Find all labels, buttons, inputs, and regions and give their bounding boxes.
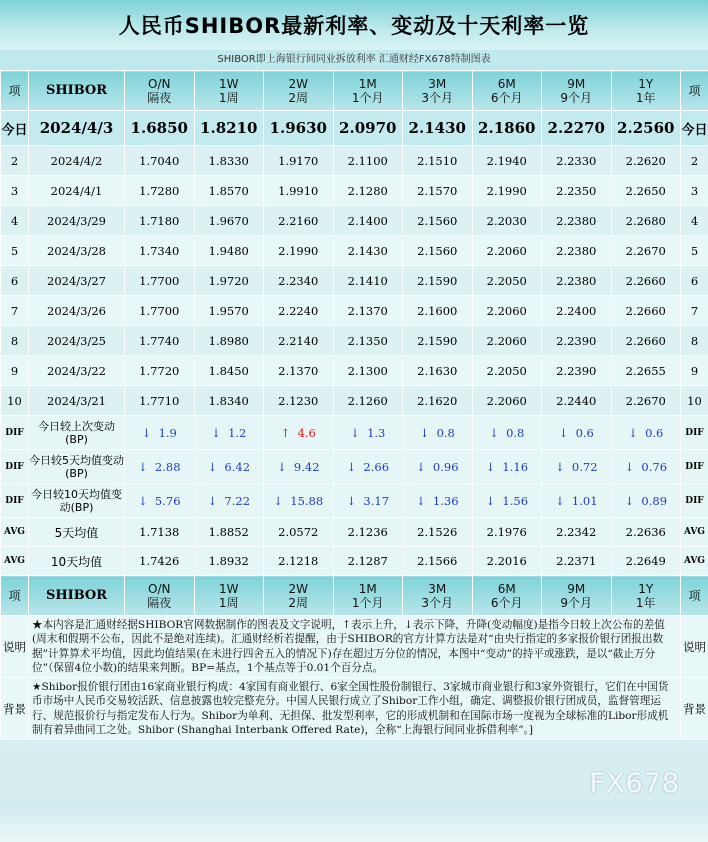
arrow-down-icon: ↓ — [137, 493, 148, 508]
note-side-label: 说明 — [681, 616, 708, 678]
rate-value: 1.9630 — [264, 111, 334, 146]
rate-value: 1.6850 — [125, 111, 195, 146]
table-row — [1, 176, 708, 206]
change-value — [194, 484, 264, 518]
rate-value: 2.2270 — [542, 111, 612, 146]
rate-value: 2.1860 — [472, 111, 542, 146]
row-index: 6 — [681, 266, 708, 296]
side-label: 项 — [681, 576, 708, 616]
arrow-down-icon: ↓ — [350, 425, 360, 440]
row-index: 7 — [681, 296, 708, 326]
tenor-header — [403, 576, 473, 616]
tenor-name: 1个月 — [351, 90, 384, 105]
arrow-down-icon: ↓ — [211, 425, 221, 440]
row-index: 8 — [681, 326, 708, 356]
dif-side-label: DIF — [1, 416, 29, 450]
shibor-label: SHIBOR — [29, 71, 125, 111]
change-number: 0.76 — [641, 459, 668, 474]
avg-value: 2.1236 — [333, 518, 403, 547]
rate-value: 1.7740 — [125, 326, 195, 356]
avg-value: 2.2016 — [472, 547, 542, 576]
rate-value: 2.2655 — [611, 356, 681, 386]
rate-value: 2.2060 — [472, 326, 542, 356]
arrow-down-icon: ↓ — [554, 493, 565, 508]
tenor-name: 6个月 — [490, 595, 523, 610]
dif-label: 今日较10天均值变动(BP) — [29, 484, 125, 518]
note-side-label: 背景 — [681, 678, 708, 740]
tenor-header — [472, 576, 542, 616]
rate-value: 2.2340 — [264, 266, 334, 296]
table-row — [1, 386, 708, 416]
change-value — [125, 484, 195, 518]
rate-value: 1.9170 — [264, 146, 334, 176]
avg-value: 2.1287 — [333, 547, 403, 576]
side-label: 项 — [681, 71, 708, 111]
tenor-name: 1年 — [635, 90, 656, 105]
change-value — [333, 484, 403, 518]
shibor-table — [0, 70, 708, 740]
change-number: 2.66 — [363, 459, 390, 474]
rate-value: 2.2560 — [611, 111, 681, 146]
dif-row — [1, 484, 708, 518]
tenor-name: 6个月 — [490, 90, 523, 105]
tenor-code: 1W — [219, 581, 239, 596]
row-date: 2024/3/22 — [29, 356, 125, 386]
rate-value: 2.1590 — [403, 326, 473, 356]
tenor-code: 2W — [288, 76, 308, 91]
row-date: 2024/3/28 — [29, 236, 125, 266]
change-number: 1.01 — [571, 493, 598, 508]
note-side-label: 说明 — [1, 616, 29, 678]
rate-value: 2.1350 — [333, 326, 403, 356]
rate-value: 2.2350 — [542, 176, 612, 206]
rate-value: 2.1940 — [472, 146, 542, 176]
rate-value: 2.2140 — [264, 326, 334, 356]
row-index: 10 — [681, 386, 708, 416]
arrow-down-icon: ↓ — [489, 425, 499, 440]
row-index: 今日 — [681, 111, 708, 146]
rate-value: 2.2330 — [542, 146, 612, 176]
avg-value: 2.1976 — [472, 518, 542, 547]
avg-side-label: AVG — [681, 547, 708, 576]
avg-label: 5天均值 — [29, 518, 125, 547]
arrow-down-icon: ↓ — [554, 459, 565, 474]
change-number: 0.6 — [575, 425, 594, 440]
change-value — [611, 416, 681, 450]
rate-value: 1.7710 — [125, 386, 195, 416]
rate-value: 2.1370 — [264, 356, 334, 386]
tenor-name: 3个月 — [421, 90, 454, 105]
arrow-down-icon: ↓ — [419, 425, 430, 440]
change-number: 4.6 — [297, 425, 316, 440]
rate-value: 2.2440 — [542, 386, 612, 416]
tenor-header — [264, 576, 334, 616]
rate-value: 2.2380 — [542, 206, 612, 236]
rate-value: 2.1560 — [403, 206, 473, 236]
change-value — [194, 416, 264, 450]
today-row — [1, 111, 708, 146]
avg-row — [1, 547, 708, 576]
rate-value: 2.1630 — [403, 356, 473, 386]
tenor-code: 3M — [428, 76, 447, 91]
tenor-header — [264, 71, 334, 111]
change-number: 1.36 — [432, 493, 459, 508]
rate-value: 1.7040 — [125, 146, 195, 176]
rate-value: 1.8330 — [194, 146, 264, 176]
change-value — [125, 416, 195, 450]
rate-value: 2.2390 — [542, 326, 612, 356]
tenor-code: O/N — [148, 581, 171, 596]
row-index: 3 — [1, 176, 29, 206]
shibor-label: SHIBOR — [29, 576, 125, 616]
table-row — [1, 296, 708, 326]
rate-value: 2.1230 — [264, 386, 334, 416]
footer-band — [0, 800, 708, 842]
avg-value: 2.0572 — [264, 518, 334, 547]
arrow-down-icon: ↓ — [346, 459, 357, 474]
tenor-header — [542, 71, 612, 111]
rate-value: 2.2240 — [264, 296, 334, 326]
rate-value: 2.2050 — [472, 266, 542, 296]
rate-value: 2.2650 — [611, 176, 681, 206]
rate-value: 2.2050 — [472, 356, 542, 386]
row-index: 10 — [1, 386, 29, 416]
arrow-down-icon: ↓ — [628, 425, 638, 440]
tenor-header — [611, 71, 681, 111]
row-index: 9 — [681, 356, 708, 386]
rate-value: 2.0970 — [333, 111, 403, 146]
change-number: 1.2 — [228, 425, 247, 440]
tenor-header — [611, 576, 681, 616]
change-value — [403, 450, 473, 484]
rate-value: 1.8210 — [194, 111, 264, 146]
rate-value: 2.1400 — [333, 206, 403, 236]
rate-value: 2.1990 — [472, 176, 542, 206]
rate-value: 2.2670 — [611, 236, 681, 266]
tenor-name: 2周 — [288, 595, 309, 610]
row-date: 2024/4/1 — [29, 176, 125, 206]
dif-side-label: DIF — [1, 450, 29, 484]
rate-value: 1.9480 — [194, 236, 264, 266]
rate-value: 2.2660 — [611, 266, 681, 296]
tenor-code: 6M — [497, 76, 516, 91]
change-number: 6.42 — [224, 459, 251, 474]
arrow-up-icon: ↑ — [280, 425, 291, 440]
arrow-down-icon: ↓ — [273, 493, 283, 508]
rate-value: 2.1560 — [403, 236, 473, 266]
rate-value: 2.2030 — [472, 206, 542, 236]
arrow-down-icon: ↓ — [624, 493, 635, 508]
tenor-name: 9个月 — [560, 595, 593, 610]
change-value — [194, 450, 264, 484]
rate-value: 1.8340 — [194, 386, 264, 416]
tenor-code: 2W — [288, 581, 308, 596]
rate-value: 1.9720 — [194, 266, 264, 296]
row-index: 6 — [1, 266, 29, 296]
avg-side-label: AVG — [1, 518, 29, 547]
tenor-name: 隔夜 — [147, 595, 172, 610]
side-label: 项 — [1, 576, 29, 616]
change-value — [542, 450, 612, 484]
row-date: 2024/3/25 — [29, 326, 125, 356]
change-value — [611, 450, 681, 484]
change-number: 2.88 — [154, 459, 181, 474]
rate-value: 2.1410 — [333, 266, 403, 296]
side-label: 项 — [1, 71, 29, 111]
row-index: 今日 — [1, 111, 29, 146]
arrow-down-icon: ↓ — [624, 459, 635, 474]
change-value — [125, 450, 195, 484]
row-date: 2024/3/27 — [29, 266, 125, 296]
avg-value: 2.1566 — [403, 547, 473, 576]
tenor-code: 1Y — [638, 76, 654, 91]
rate-value: 2.2400 — [542, 296, 612, 326]
rate-value: 2.2660 — [611, 296, 681, 326]
rate-value: 2.1570 — [403, 176, 473, 206]
arrow-down-icon: ↓ — [558, 425, 569, 440]
avg-value: 2.2649 — [611, 547, 681, 576]
rate-value: 1.9570 — [194, 296, 264, 326]
change-number: 0.6 — [645, 425, 664, 440]
rate-value: 2.2620 — [611, 146, 681, 176]
row-index: 4 — [681, 206, 708, 236]
row-date: 2024/3/29 — [29, 206, 125, 236]
tenor-header — [125, 71, 195, 111]
change-value — [472, 450, 542, 484]
change-number: 5.76 — [154, 493, 181, 508]
row-date: 2024/4/3 — [29, 111, 125, 146]
rate-value: 1.7700 — [125, 266, 195, 296]
rate-value: 2.2160 — [264, 206, 334, 236]
table-row — [1, 266, 708, 296]
table-row — [1, 326, 708, 356]
row-index: 2 — [681, 146, 708, 176]
tenor-code: 6M — [497, 581, 516, 596]
rate-value: 2.1590 — [403, 266, 473, 296]
change-number: 1.16 — [502, 459, 529, 474]
change-number: 1.9 — [158, 425, 177, 440]
avg-label: 10天均值 — [29, 547, 125, 576]
rate-value: 2.2060 — [472, 386, 542, 416]
rate-value: 2.1620 — [403, 386, 473, 416]
rate-value: 2.1510 — [403, 146, 473, 176]
rate-value: 2.1430 — [333, 236, 403, 266]
table-row — [1, 236, 708, 266]
row-index: 8 — [1, 326, 29, 356]
note-row — [1, 678, 708, 740]
arrow-down-icon: ↓ — [415, 459, 426, 474]
rate-value: 2.2380 — [542, 266, 612, 296]
row-index: 7 — [1, 296, 29, 326]
avg-value: 1.7426 — [125, 547, 195, 576]
tenor-name: 1周 — [218, 90, 239, 105]
rate-value: 2.2060 — [472, 236, 542, 266]
rate-value: 1.7280 — [125, 176, 195, 206]
avg-value: 2.2342 — [542, 518, 612, 547]
change-number: 0.96 — [432, 459, 459, 474]
rate-value: 2.1260 — [333, 386, 403, 416]
tenor-header — [194, 71, 264, 111]
row-index: 5 — [681, 236, 708, 266]
rate-value: 2.2660 — [611, 326, 681, 356]
change-number: 15.88 — [290, 493, 324, 508]
dif-row — [1, 450, 708, 484]
change-number: 7.22 — [224, 493, 251, 508]
fx678-logo: FX678 — [589, 768, 680, 799]
rate-value: 1.9910 — [264, 176, 334, 206]
rate-value: 1.7340 — [125, 236, 195, 266]
note-text: ★本内容是汇通财经据SHIBOR官网数据制作的图表及文字说明，↑表示上升，↓表示下降，升降(变动幅度)是指今日较上次公布的差值(周末和假期不公布，因此不是绝对连续)。汇通财经析若提醒，由于SHIBOR的官方计算方法是对“由央行指定的多家报价银行团报出数据”计算算术平均值，因此均值结果(在未进行四舍五入的情况下)存在超过万分位的情况，本图中“变动”的持平或涨跌，是以“截止万分位”（保留4位小数)的结果来判断。BP=基点，1个基点等于0.01个百分点。 — [29, 616, 681, 678]
tenor-name: 1周 — [218, 595, 239, 610]
change-value — [542, 416, 612, 450]
change-value — [403, 416, 473, 450]
rate-value: 2.1990 — [264, 236, 334, 266]
row-index: 3 — [681, 176, 708, 206]
avg-value: 2.2636 — [611, 518, 681, 547]
tenor-header — [333, 71, 403, 111]
page-subtitle: SHIBOR即上海银行间同业拆放利率 汇通财经FX678特制图表 — [0, 50, 708, 70]
tenor-header — [403, 71, 473, 111]
dif-label: 今日较5天均值变动(BP) — [29, 450, 125, 484]
tenor-header — [472, 71, 542, 111]
avg-row — [1, 518, 708, 547]
change-value — [264, 484, 334, 518]
row-index: 2 — [1, 146, 29, 176]
avg-value: 2.1218 — [264, 547, 334, 576]
row-date: 2024/4/2 — [29, 146, 125, 176]
table-row — [1, 146, 708, 176]
rate-value: 2.1300 — [333, 356, 403, 386]
rate-value: 2.2380 — [542, 236, 612, 266]
row-index: 4 — [1, 206, 29, 236]
rate-value: 2.1600 — [403, 296, 473, 326]
arrow-down-icon: ↓ — [415, 493, 426, 508]
arrow-down-icon: ↓ — [137, 459, 148, 474]
tenor-name: 9个月 — [560, 90, 593, 105]
tenor-name: 2周 — [288, 90, 309, 105]
change-value — [472, 484, 542, 518]
tenor-code: O/N — [148, 76, 171, 91]
tenor-name: 隔夜 — [147, 90, 172, 105]
dif-side-label: DIF — [1, 484, 29, 518]
rate-value: 1.7720 — [125, 356, 195, 386]
page-title: 人民币SHIBOR最新利率、变动及十天利率一览 — [0, 0, 708, 50]
avg-side-label: AVG — [681, 518, 708, 547]
rate-value: 2.1430 — [403, 111, 473, 146]
tenor-code: 1M — [358, 581, 377, 596]
rate-value: 1.8570 — [194, 176, 264, 206]
row-date: 2024/3/26 — [29, 296, 125, 326]
tenor-code: 1M — [358, 76, 377, 91]
tenor-code: 1Y — [638, 581, 654, 596]
tenor-name: 1个月 — [351, 595, 384, 610]
tenor-name: 1年 — [635, 595, 656, 610]
rate-value: 1.8980 — [194, 326, 264, 356]
change-number: 9.42 — [293, 459, 320, 474]
arrow-down-icon: ↓ — [485, 459, 496, 474]
arrow-down-icon: ↓ — [141, 425, 152, 440]
rate-value: 1.8450 — [194, 356, 264, 386]
change-value — [403, 484, 473, 518]
rate-value: 2.2670 — [611, 386, 681, 416]
tenor-name: 3个月 — [421, 595, 454, 610]
dif-side-label: DIF — [681, 484, 708, 518]
rate-value: 1.7700 — [125, 296, 195, 326]
change-value — [264, 450, 334, 484]
tenor-code: 1W — [219, 76, 239, 91]
change-value — [333, 416, 403, 450]
table-row — [1, 206, 708, 236]
dif-row — [1, 416, 708, 450]
rate-value: 2.2680 — [611, 206, 681, 236]
row-index: 5 — [1, 236, 29, 266]
dif-label: 今日较上次变动(BP) — [29, 416, 125, 450]
change-number: 0.89 — [641, 493, 668, 508]
arrow-down-icon: ↓ — [276, 459, 287, 474]
header-row-top — [1, 71, 708, 111]
avg-value: 1.8852 — [194, 518, 264, 547]
row-date: 2024/3/21 — [29, 386, 125, 416]
rate-value: 2.1100 — [333, 146, 403, 176]
arrow-down-icon: ↓ — [207, 459, 218, 474]
change-number: 0.8 — [506, 425, 525, 440]
avg-value: 1.8932 — [194, 547, 264, 576]
note-side-label: 背景 — [1, 678, 29, 740]
avg-value: 1.7138 — [125, 518, 195, 547]
change-number: 0.72 — [571, 459, 598, 474]
header-row-bottom — [1, 576, 708, 616]
change-value — [472, 416, 542, 450]
change-value — [611, 484, 681, 518]
rate-value: 2.1280 — [333, 176, 403, 206]
avg-side-label: AVG — [1, 547, 29, 576]
note-row — [1, 616, 708, 678]
avg-value: 2.2371 — [542, 547, 612, 576]
tenor-header — [125, 576, 195, 616]
note-text: ★Shibor报价银行团由16家商业银行构成：4家国有商业银行、6家全国性股份制银行、3家城市商业银行和3家外资银行，它们在中国货币市场中人民币交易较活跃、信息披露也较完整充分。中国人民银行成立了Shibor工作小组，确定、调整报价银行团成员，监督管理运行、规范报价行与指定发布人行为。Shibor为单利、无担保、批发型利率，它的形成机制和在国际市场一度视为全球标准的Libor形成机制有着异曲同工之处。Shibor (Shanghai Interbank Offered Rate)，全称“上海银行间同业拆借利率”。] — [29, 678, 681, 740]
change-value — [333, 450, 403, 484]
change-value — [264, 416, 334, 450]
tenor-header — [542, 576, 612, 616]
change-number: 3.17 — [363, 493, 390, 508]
rate-value: 1.9670 — [194, 206, 264, 236]
avg-value: 2.1526 — [403, 518, 473, 547]
change-number: 0.8 — [436, 425, 455, 440]
table-row — [1, 356, 708, 386]
arrow-down-icon: ↓ — [346, 493, 357, 508]
rate-value: 2.1370 — [333, 296, 403, 326]
change-value — [542, 484, 612, 518]
arrow-down-icon: ↓ — [207, 493, 218, 508]
rate-value: 2.2390 — [542, 356, 612, 386]
tenor-code: 9M — [567, 76, 586, 91]
arrow-down-icon: ↓ — [485, 493, 496, 508]
rate-value: 2.2060 — [472, 296, 542, 326]
row-index: 9 — [1, 356, 29, 386]
change-number: 1.3 — [367, 425, 386, 440]
tenor-code: 9M — [567, 581, 586, 596]
rate-value: 1.7180 — [125, 206, 195, 236]
tenor-code: 3M — [428, 581, 447, 596]
tenor-header — [333, 576, 403, 616]
dif-side-label: DIF — [681, 416, 708, 450]
change-number: 1.56 — [502, 493, 529, 508]
tenor-header — [194, 576, 264, 616]
dif-side-label: DIF — [681, 450, 708, 484]
